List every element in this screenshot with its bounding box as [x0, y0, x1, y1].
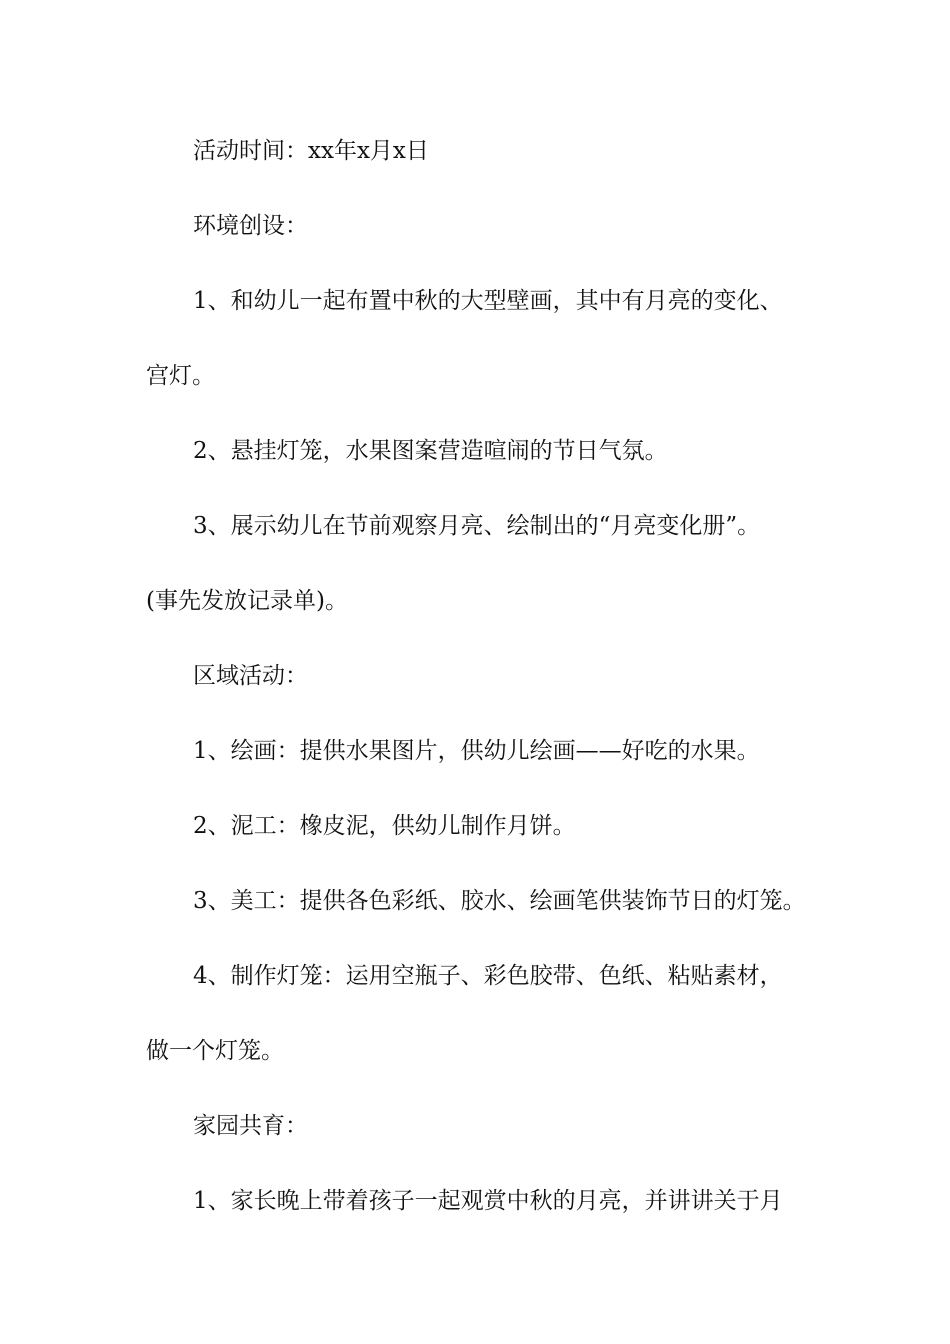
paragraph-line: 4、制作灯笼：运用空瓶子、彩色胶带、色纸、粘贴素材，: [193, 963, 783, 989]
paragraph-line: 3、展示幼儿在节前观察月亮、绘制出的“月亮变化册”。: [193, 513, 761, 539]
paragraph-line: 宫灯。: [146, 363, 215, 389]
paragraph-line: (事先发放记录单)。: [146, 588, 348, 614]
section-heading-area-activities: 区域活动：: [193, 663, 308, 689]
section-heading-home-school: 家园共育：: [193, 1113, 308, 1139]
paragraph-line: 2、悬挂灯笼，水果图案营造喧闹的节日气氛。: [193, 438, 668, 464]
paragraph-line: 1、家长晚上带着孩子一起观赏中秋的月亮，并讲讲关于月: [193, 1188, 783, 1214]
activity-time-line: 活动时间：xx年x月x日: [193, 138, 429, 164]
paragraph-line: 做一个灯笼。: [146, 1038, 284, 1064]
paragraph-line: 1、绘画：提供水果图片，供幼儿绘画——好吃的水果。: [193, 738, 760, 764]
paragraph-line: 1、和幼儿一起布置中秋的大型壁画，其中有月亮的变化、: [193, 288, 783, 314]
paragraph-line: 3、美工：提供各色彩纸、胶水、绘画笔供装饰节日的灯笼。: [193, 888, 806, 914]
paragraph-line: 2、泥工：橡皮泥，供幼儿制作月饼。: [193, 813, 576, 839]
section-heading-environment: 环境创设：: [193, 213, 308, 239]
